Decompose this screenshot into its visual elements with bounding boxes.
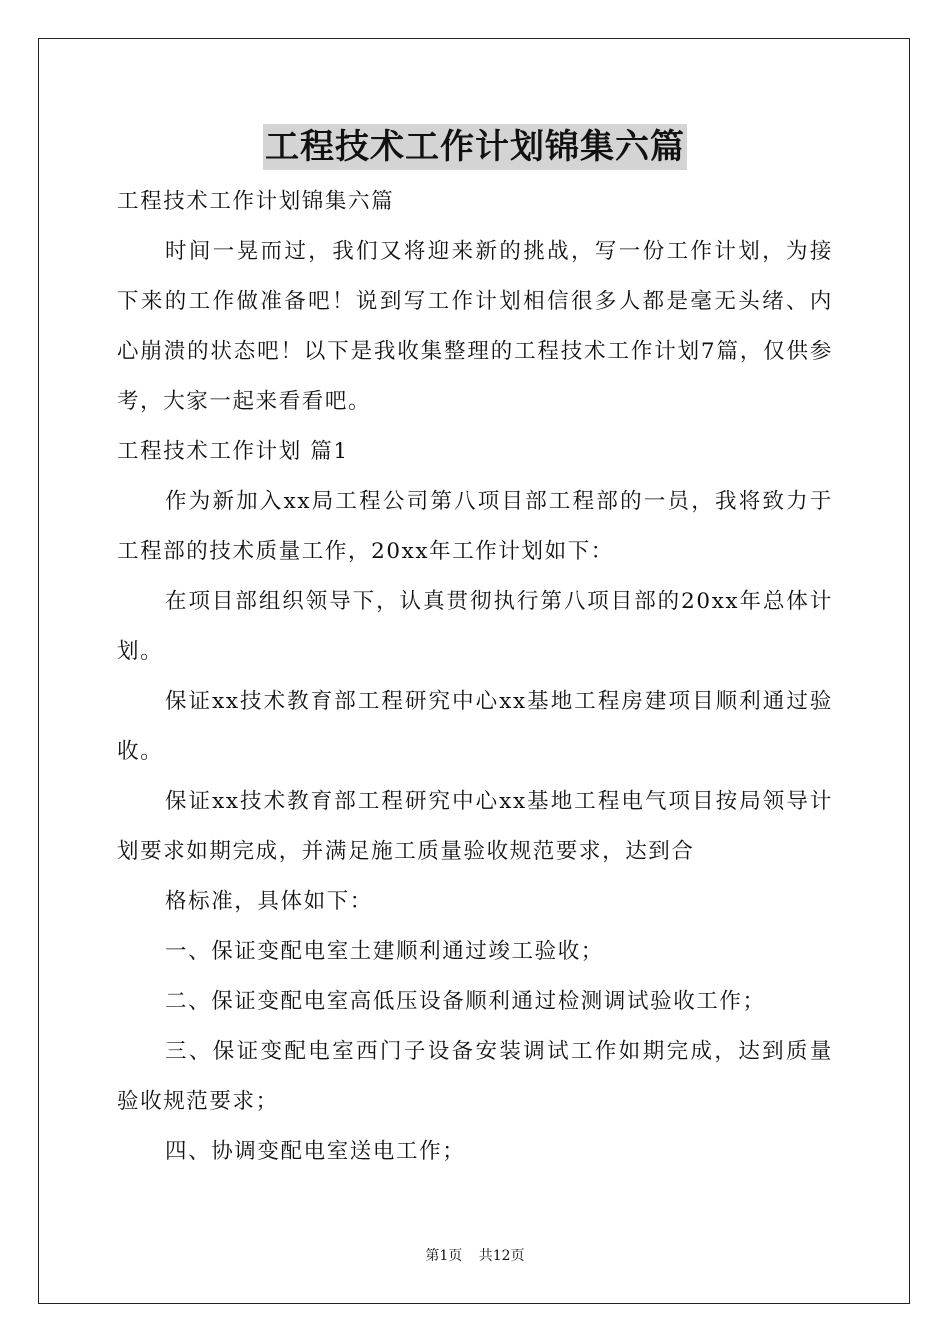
document-title	[0, 124, 950, 172]
page-number: 第1页	[425, 1248, 463, 1264]
page-total: 共12页	[478, 1248, 525, 1264]
intro-paragraph: 时间一晃而过，我们又将迎来新的挑战，写一份工作计划，为接下来的工作做准备吧！说到写工作计划相信很多人都是毫无头绪、内心崩溃的状态吧！以下是我收集整理的工程技术工作计划7篇，仅供参考，大家一起来看看吧。	[117, 239, 833, 414]
list-item: 一、保证变配电室土建顺利通过竣工验收；	[165, 939, 604, 964]
body-paragraph: 在项目部组织领导下，认真贯彻执行第八项目部的20xx年总体计划。	[117, 589, 833, 664]
body-paragraph: 作为新加入xx局工程公司第八项目部工程部的一员，我将致力于工程部的技术质量工作，20xx年工作计划如下：	[117, 489, 833, 564]
list-item: 二、保证变配电室高低压设备顺利通过检测调试验收工作；	[165, 989, 766, 1014]
document-body	[117, 177, 833, 1177]
body-paragraph: 格标准，具体如下：	[165, 889, 373, 914]
subtitle-paragraph: 工程技术工作计划锦集六篇	[117, 189, 395, 214]
page-footer	[0, 1246, 950, 1266]
list-item: 四、协调变配电室送电工作；	[165, 1139, 466, 1164]
list-item: 三、保证变配电室西门子设备安装调试工作如期完成，达到质量验收规范要求；	[117, 1039, 833, 1114]
body-paragraph: 保证xx技术教育部工程研究中心xx基地工程房建项目顺利通过验收。	[117, 689, 833, 764]
document-title-text: 工程技术工作计划锦集六篇	[263, 124, 687, 170]
section-heading: 工程技术工作计划 篇1	[117, 439, 349, 464]
body-paragraph: 保证xx技术教育部工程研究中心xx基地工程电气项目按局领导计划要求如期完成，并满足施工质量验收规范要求，达到合	[117, 789, 833, 864]
